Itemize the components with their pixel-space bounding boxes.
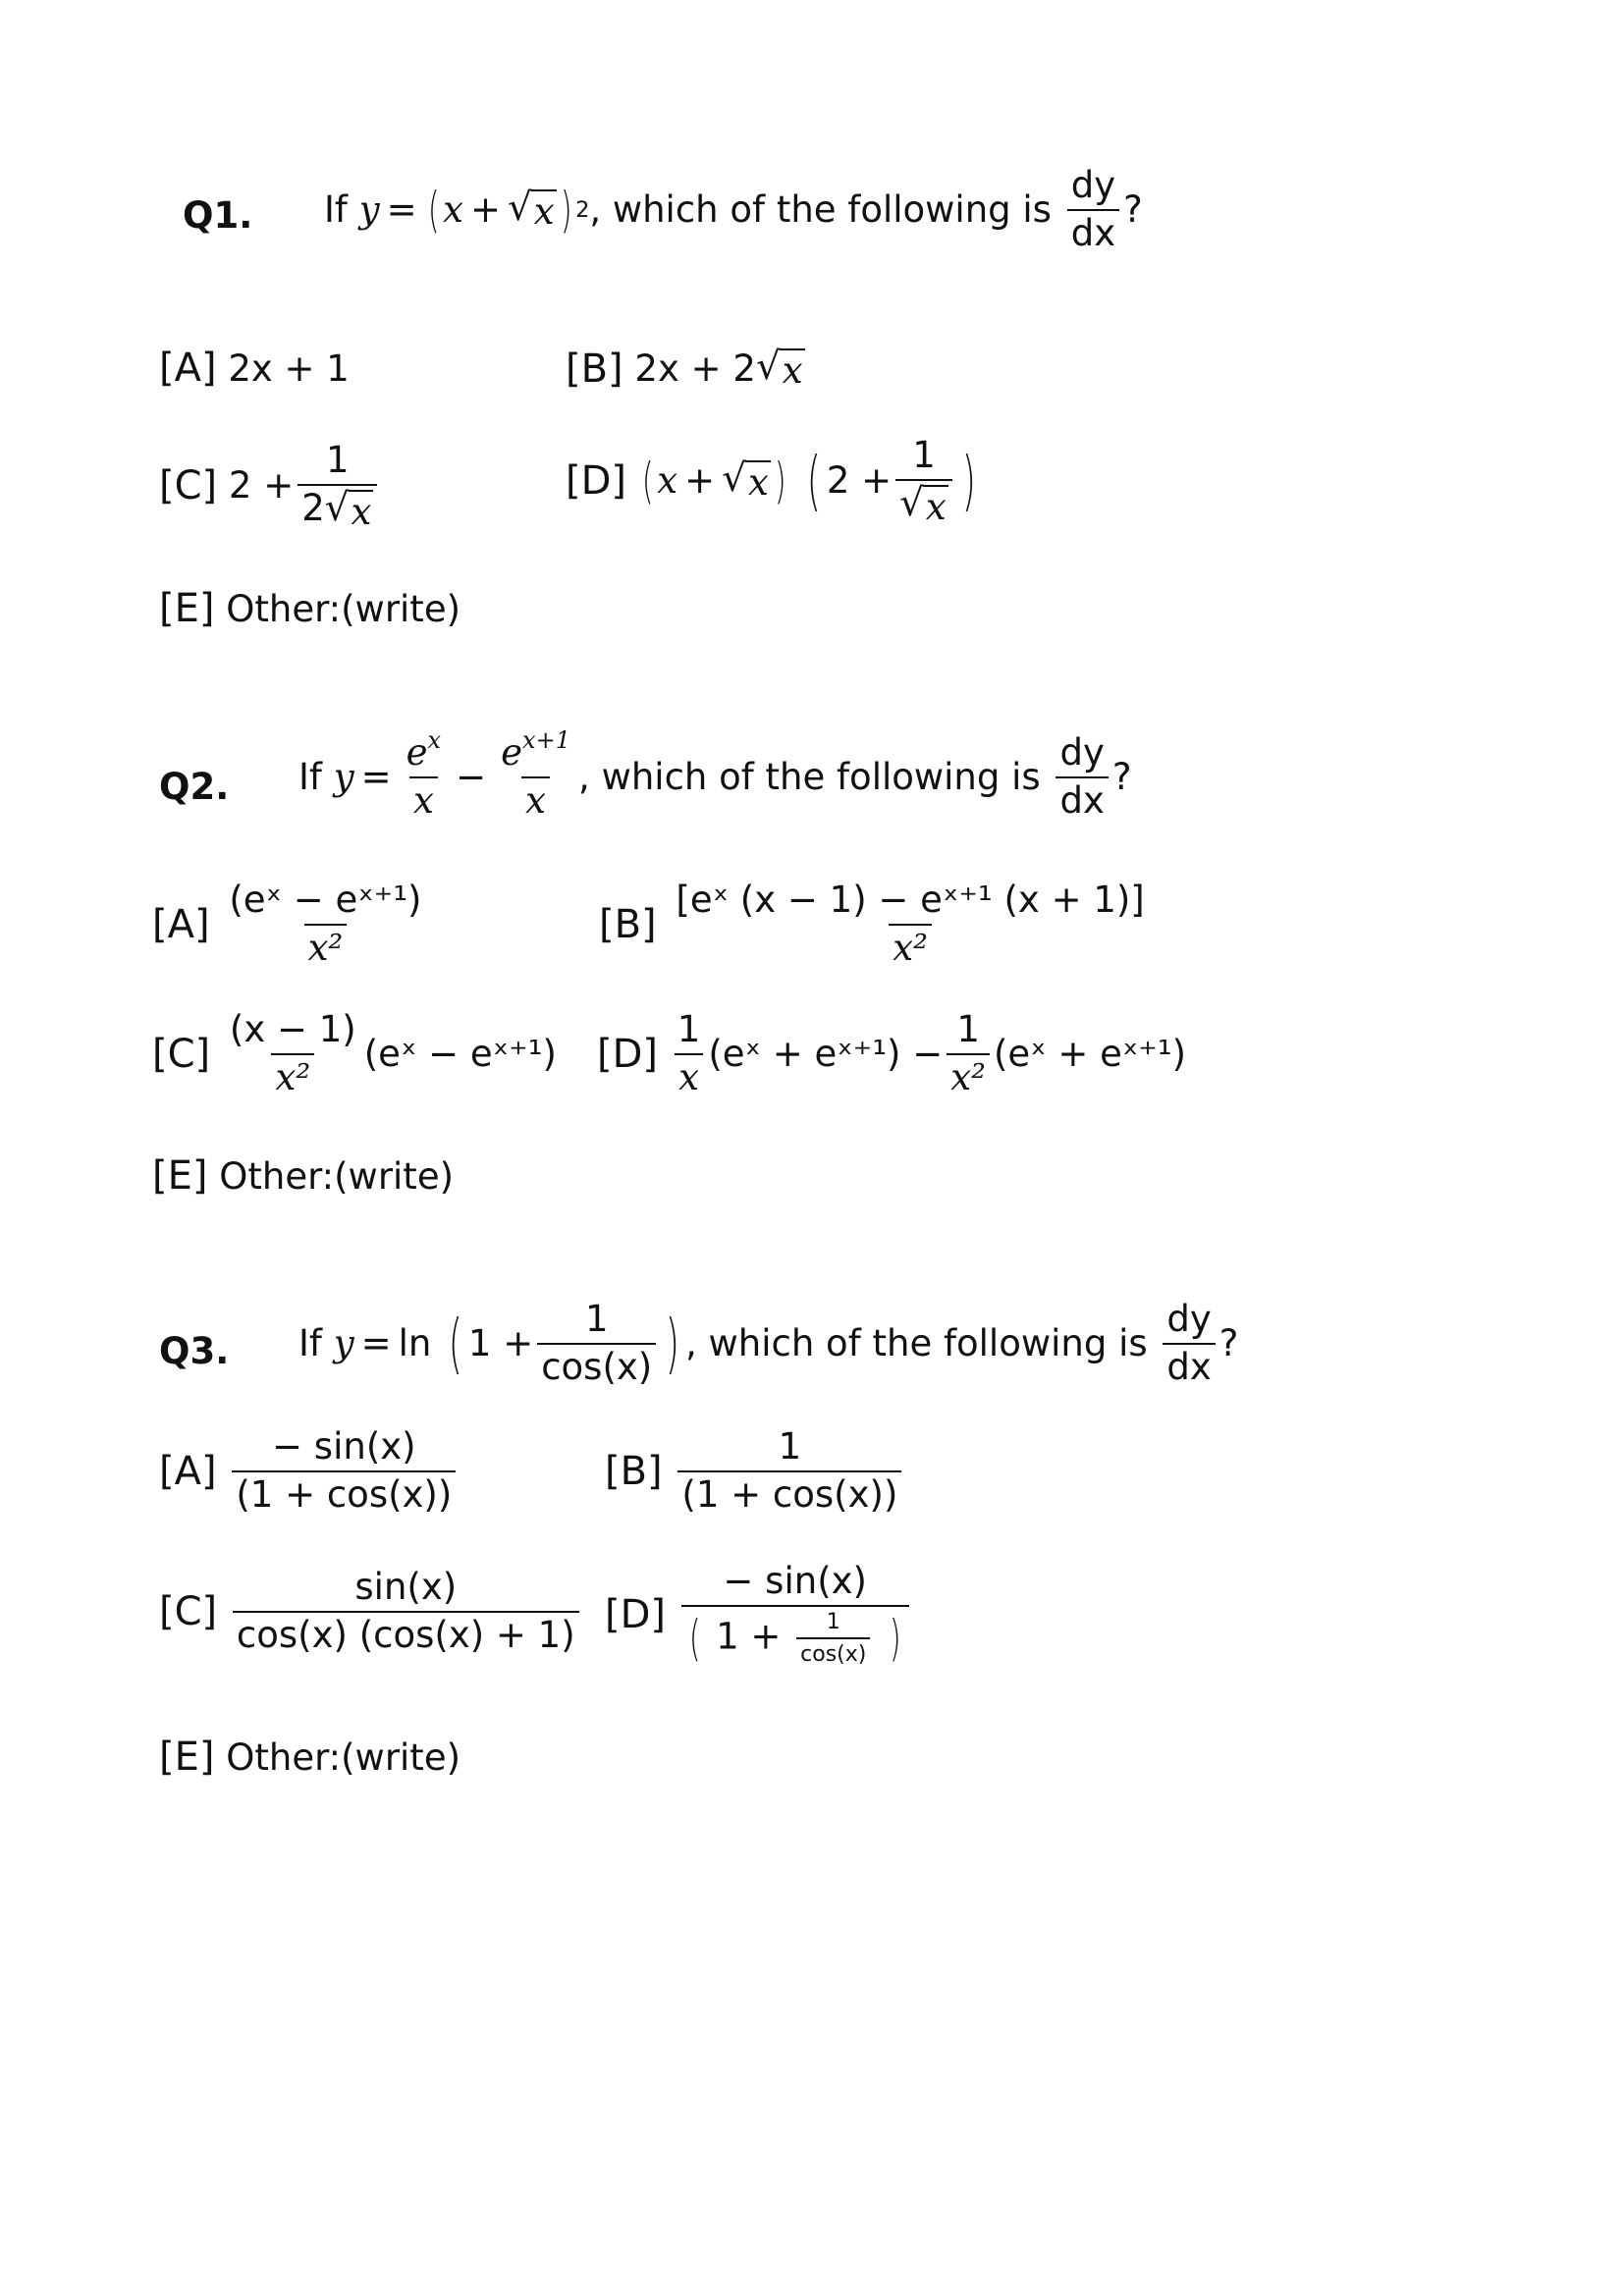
fraction-den: √ x: [895, 479, 952, 525]
paren: (: [641, 452, 654, 509]
den-fraction: [796, 1611, 870, 1666]
fraction-den: x²: [271, 1053, 314, 1097]
den-radicand: x: [923, 485, 948, 525]
option-label: [C]: [159, 462, 218, 508]
q1-option-b[interactable]: [566, 345, 805, 392]
den-one-plus: 1 +: [716, 1615, 782, 1658]
den-fraction-num: 1: [826, 1609, 840, 1634]
option-fraction-2: [947, 1008, 990, 1098]
option-label: [B]: [605, 1448, 663, 1494]
stem-rparen: ): [560, 181, 572, 239]
option-fraction: [672, 881, 1148, 968]
q1-option-a[interactable]: [159, 346, 350, 391]
option-text: Other:(write): [219, 1154, 455, 1198]
option-label: [A]: [152, 901, 210, 947]
option-x: x: [657, 459, 678, 503]
stem-y: y: [333, 1322, 354, 1365]
stem-equals: =: [360, 756, 392, 799]
question-2-stem: [298, 726, 1132, 822]
term-1-den: x: [409, 776, 438, 821]
fraction-den: x²: [889, 924, 932, 968]
fraction-den: x²: [304, 924, 348, 968]
fraction-num: 1: [956, 1008, 980, 1050]
fraction-den: (1 + cos(x)): [677, 1470, 901, 1515]
stem-lparen: (: [448, 1305, 463, 1381]
fraction-num: (x − 1): [229, 1008, 356, 1050]
option-label: [E]: [159, 586, 215, 631]
den-coef: 2: [301, 486, 325, 529]
stem-ln: ln: [398, 1322, 432, 1365]
q1-option-e[interactable]: [159, 586, 461, 631]
deriv-num: dy: [1166, 1298, 1212, 1340]
stem-derivative: [1163, 1298, 1215, 1388]
option-radicand: x: [745, 460, 771, 501]
den-lparen: (: [688, 1609, 701, 1667]
fraction-num: (eˣ − eˣ⁺¹): [229, 879, 422, 921]
fraction-num: [eˣ (x − 1) − eˣ⁺¹ (x + 1)]: [676, 879, 1145, 921]
option-fraction: [233, 1566, 579, 1656]
option-sqrt: √ x: [755, 345, 803, 392]
stem-term-1: [403, 726, 445, 822]
den-rparen: ): [890, 1609, 901, 1667]
deriv-num: dy: [1059, 731, 1105, 774]
term-1-num: [403, 726, 445, 776]
option-label: [C]: [152, 1031, 211, 1077]
stem-x: x: [443, 188, 464, 232]
stem-fraction: [537, 1298, 656, 1388]
stem-y: y: [333, 756, 354, 799]
option-fraction: [226, 1008, 360, 1098]
stem-y: y: [358, 188, 380, 232]
fraction-num: 1: [326, 439, 350, 481]
fraction-num: 1: [912, 434, 936, 476]
stem-derivative: [1067, 164, 1119, 254]
option-fraction: [895, 434, 952, 528]
option-lparen: (: [806, 442, 822, 518]
term-2-num: [497, 726, 574, 776]
q2-option-d[interactable]: [597, 1008, 1187, 1098]
option-text: Other:(write): [226, 587, 461, 630]
option-label: [A]: [159, 1448, 217, 1494]
fraction-num: 1: [778, 1425, 802, 1468]
option-radicand: x: [780, 348, 805, 389]
deriv-den: dx: [1163, 1343, 1215, 1387]
option-label: [D]: [597, 1031, 659, 1077]
stem-if: If: [298, 1322, 322, 1365]
deriv-den: dx: [1056, 776, 1108, 821]
paren: ): [774, 452, 786, 509]
fraction-num: − sin(x): [272, 1425, 416, 1468]
option-fraction-1: [674, 1008, 705, 1098]
q2-option-c[interactable]: [152, 1008, 557, 1098]
stem-derivative: [1056, 731, 1108, 822]
q3-option-a[interactable]: [159, 1425, 460, 1516]
q1-option-d[interactable]: [566, 434, 982, 528]
stem-tail: which of the following is: [708, 1322, 1148, 1365]
question-1-stem: If y = ( x + √ x ) 2 , which of the following is $\frac{dy}{dx}$ ?: [324, 164, 1143, 254]
question-1: [0, 0, 1624, 687]
question-1-label: Q1.: [183, 194, 253, 237]
fraction-num: sin(x): [354, 1566, 458, 1608]
option-expr: 2x + 1: [228, 347, 350, 390]
deriv-den: dx: [1067, 209, 1119, 253]
option-label: [E]: [159, 1735, 215, 1780]
option-label: [D]: [566, 457, 627, 504]
stem-qmark: ?: [1111, 756, 1132, 799]
q3-option-d[interactable]: [605, 1560, 913, 1667]
question-3: [0, 1266, 1624, 1816]
fraction-den: (1 + cos(x)): [232, 1470, 456, 1515]
fraction-num: 1: [677, 1008, 701, 1050]
term-2-den: x: [521, 776, 550, 821]
stem-tail: which of the following is: [601, 756, 1041, 799]
fraction-den: 2 √ x: [298, 484, 377, 530]
option-mid: (eˣ + eˣ⁺¹) −: [708, 1033, 944, 1076]
option-fraction: [298, 439, 377, 533]
stem-comma: ,: [589, 188, 602, 232]
option-fraction: [232, 1425, 456, 1516]
option-plus: +: [684, 459, 716, 503]
stem-minus: −: [456, 756, 487, 799]
q2-option-e[interactable]: [152, 1153, 455, 1199]
stem-if: If: [324, 188, 348, 232]
option-text: Other:(write): [226, 1735, 461, 1779]
stem-comma: ,: [578, 756, 590, 799]
stem-equals: =: [386, 188, 417, 232]
question-2-label: Q2.: [159, 766, 230, 808]
option-label: [E]: [152, 1153, 208, 1199]
stem-sqrt: √ x: [508, 186, 555, 234]
option-fraction: [681, 1560, 909, 1667]
fraction-den: [681, 1605, 909, 1666]
option-two-plus: 2 +: [826, 459, 893, 503]
question-3-stem: [298, 1298, 1239, 1388]
option-tail: (eˣ + eˣ⁺¹): [993, 1033, 1187, 1076]
fraction-den: cos(x): [537, 1343, 656, 1387]
q2-option-a[interactable]: [152, 881, 429, 968]
option-lead: 2x + 2: [634, 347, 756, 390]
fraction-num: − sin(x): [723, 1560, 867, 1602]
option-label: [A]: [159, 346, 217, 391]
option-label: [B]: [599, 901, 657, 947]
stem-qmark: ?: [1123, 188, 1143, 232]
option-label: [C]: [159, 1588, 218, 1634]
term-1-exp: x: [427, 726, 442, 755]
q3-option-b[interactable]: [605, 1425, 905, 1516]
fraction-den: x²: [947, 1053, 990, 1097]
question-2: [0, 687, 1624, 1237]
fraction-num: 1: [584, 1298, 609, 1340]
den-fraction-den: cos(x): [796, 1637, 870, 1666]
stem-term-2: [497, 726, 574, 822]
option-fraction: [225, 881, 425, 968]
term-2-base: e: [501, 731, 523, 774]
term-1-base: e: [406, 731, 428, 774]
option-lead: 2 +: [228, 464, 295, 507]
option-label: [D]: [605, 1591, 667, 1637]
fraction-den: x: [675, 1053, 703, 1097]
option-fraction: [677, 1425, 901, 1516]
option-label: [B]: [566, 346, 623, 392]
q3-option-e[interactable]: [159, 1735, 461, 1780]
stem-if: If: [298, 756, 322, 799]
stem-plus: +: [470, 188, 502, 232]
question-3-label: Q3.: [159, 1330, 230, 1372]
fraction-den: cos(x) (cos(x) + 1): [233, 1611, 579, 1655]
stem-one-plus: 1 +: [467, 1322, 534, 1365]
option-sqrt: √ x: [722, 456, 769, 505]
stem-equals: =: [360, 1322, 392, 1365]
q2-option-b[interactable]: [599, 881, 1153, 968]
stem-lparen: (: [427, 181, 440, 239]
option-rparen: ): [961, 442, 976, 518]
option-tail: (eˣ − eˣ⁺¹): [363, 1033, 557, 1076]
stem-comma: ,: [684, 1322, 697, 1365]
stem-radicand: x: [531, 189, 557, 230]
term-2-exp: x+1: [522, 726, 571, 755]
den-radicand: x: [349, 490, 374, 530]
stem-qmark: ?: [1218, 1322, 1239, 1365]
q1-option-c[interactable]: [159, 439, 381, 533]
deriv-num: dy: [1070, 164, 1116, 206]
stem-rparen: ): [666, 1305, 680, 1381]
stem-tail: which of the following is: [612, 188, 1052, 232]
q3-option-c[interactable]: [159, 1566, 583, 1656]
